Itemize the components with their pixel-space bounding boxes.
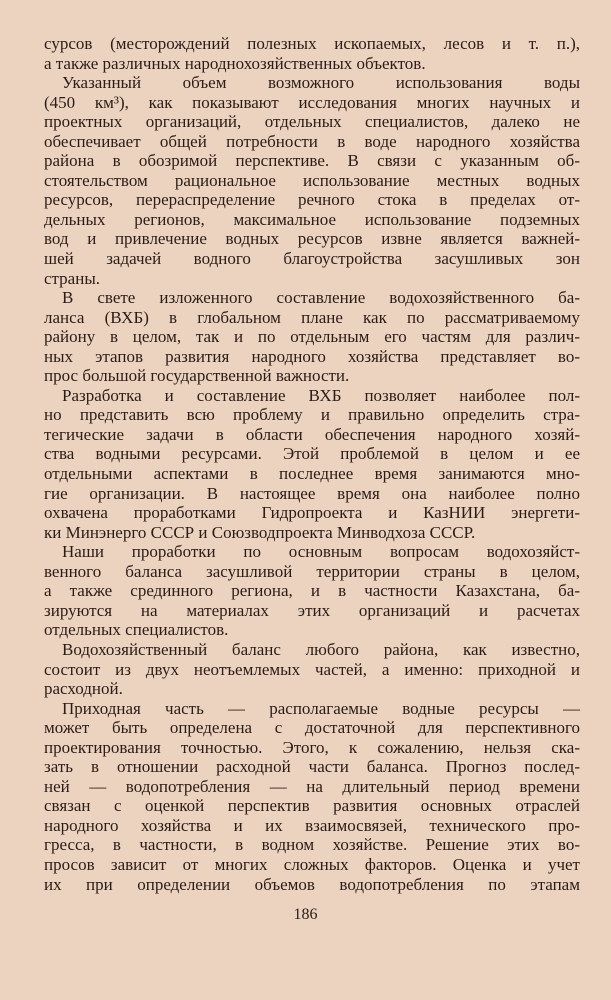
text-line: отдельными аспектами в последнее время занимаются мно- [44, 464, 580, 484]
text-line: дельных регионов, максимальное использование подземных [44, 209, 580, 229]
text-line: обеспечивает общей потребности в воде народного хозяйства [44, 131, 580, 151]
text-line: стоятельством рациональное использование местных водных [44, 170, 580, 190]
text-line: Наши проработки по основным вопросам водохозяйст- [62, 542, 580, 562]
text-line: шей задачей водного благоустройства засушливых зон [44, 249, 580, 269]
paragraph [44, 699, 580, 894]
text-line: отдельных специалистов. [44, 620, 229, 640]
text-line: гресса, в частности, в водном хозяйстве. Решение этих во- [44, 835, 580, 855]
text-line: народного хозяйства и их взаимосвязей, технического про- [44, 815, 580, 835]
text-line: В свете изложенного составление водохозяйственного ба- [62, 288, 580, 308]
paragraph [44, 640, 580, 699]
paragraph [44, 386, 580, 542]
text-line: состоит из двух неотъемлемых частей, а именно: приходной и [44, 659, 580, 679]
text-line: проектных организаций, отдельных специалистов, далеко не [44, 112, 580, 132]
text-line: району в целом, так и по отдельным его частям для различ- [44, 327, 580, 347]
paragraph [44, 73, 580, 288]
text-line: района в обозримой перспективе. В связи с указанным об- [44, 151, 580, 171]
text-line: гие организации. В настоящее время она наиболее полно [44, 483, 580, 503]
text-line: вод и привлечение водных ресурсов извне является важней- [44, 229, 580, 249]
text-line: расходной. [44, 679, 123, 699]
text-line: просов зависит от многих сложных факторов. Оценка и учет [44, 854, 580, 874]
text-line: охвачена проработками Гидропроекта и КазНИИ энергети- [44, 503, 580, 523]
text-line: а также различных народнохозяйственных объектов. [44, 53, 426, 73]
page-number: 186 [293, 906, 318, 923]
text-line: ней — водопотребления — на длительный период времени [44, 776, 580, 796]
body-text [44, 34, 580, 894]
text-line: ки Минэнерго СССР и Союзводпроекта Минводхоза СССР. [44, 522, 476, 542]
text-line: страны. [44, 268, 100, 288]
paragraph [44, 542, 580, 640]
text-line: ресурсов, перераспределение речного стока в пределах от- [44, 190, 580, 210]
text-line: (450 км³), как показывают исследования многих научных и [44, 92, 580, 112]
text-line: ланса (ВХБ) в глобальном плане как по рассматриваемому [44, 307, 580, 327]
text-line: может быть определена с достаточной для перспективного [44, 718, 580, 738]
text-line: Приходная часть — располагаемые водные ресурсы — [62, 698, 580, 718]
text-line: Водохозяйственный баланс любого района, как известно, [62, 639, 580, 659]
text-line: тегические задачи в области обеспечения народного хозяй- [44, 424, 580, 444]
text-line: сурсов (месторождений полезных ископаемых, лесов и т. п.), [44, 34, 580, 53]
text-line: их при определении объемов водопотребления по этапам [44, 874, 580, 894]
text-line: ных этапов развития народного хозяйства представляет во- [44, 346, 580, 366]
text-line: но представить всю проблему и правильно определить стра- [44, 405, 580, 425]
text-line: а также срединного региона, и в частности Казахстана, ба- [44, 581, 580, 601]
paragraph [44, 34, 580, 73]
paragraph [44, 288, 580, 386]
text-line: венного баланса засушливой территории страны в целом, [44, 561, 580, 581]
text-line: зируются на материалах этих организаций и расчетах [44, 600, 580, 620]
text-line: ства водными ресурсами. Этой проблемой в целом и ее [44, 444, 580, 464]
text-line: прос большой государственной важности. [44, 366, 350, 386]
text-line: зать в отношении расходной части баланса. Прогноз послед- [44, 757, 580, 777]
text-line: Разработка и составление ВХБ позволяет наиболее пол- [62, 385, 580, 405]
text-line: Указанный объем возможного использования воды [62, 73, 580, 93]
text-line: проектирования точностью. Этого, к сожалению, нельзя ска- [44, 737, 580, 757]
text-line: связан с оценкой перспектив развития основных отраслей [44, 796, 580, 816]
